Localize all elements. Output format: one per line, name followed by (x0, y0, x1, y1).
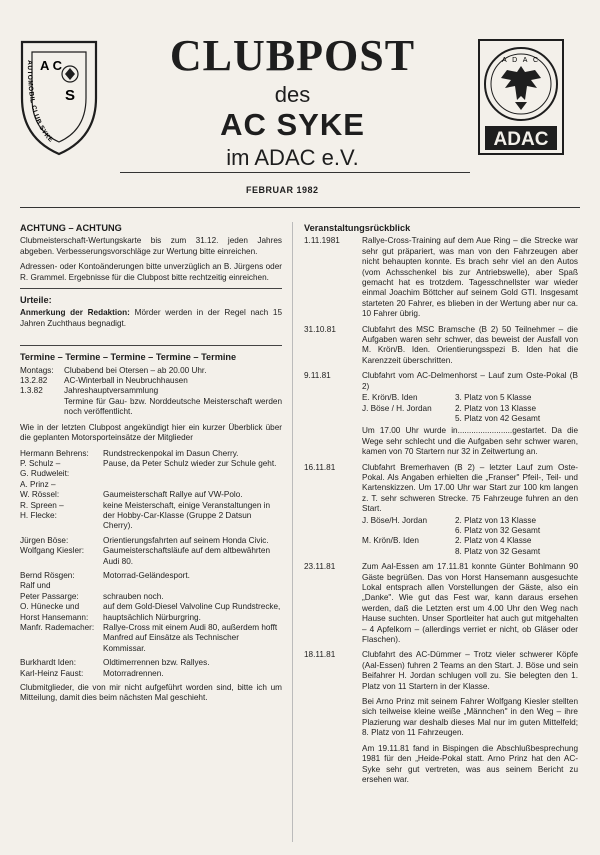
member-name: Karl-Heinz Faust: (20, 668, 84, 678)
masthead-club: AC SYKE (220, 107, 365, 142)
result-place: 2. Platz von 13 Klasse (455, 515, 537, 525)
result-row (362, 536, 578, 546)
result-row (362, 393, 578, 403)
result-team (362, 547, 455, 557)
divider (20, 345, 282, 346)
urteile-body: Mörder werden in der Regel nach 15 Jahren Zuchthaus begnadigt. (20, 308, 282, 328)
date-rule (20, 207, 580, 208)
member-plan: keine Meisterschaft, einige Veranstaltungen in der Hobby-Car-Klasse (Gruppe 2 Datsun Cherry). (103, 500, 271, 531)
event-text: Clubfahrt des AC-Dümmer – Trotz vieler schwerer Köpfe (Aal-Essen) fuhren 2 Teams an den Start. J. Böse und sein Beifahrer H. Jordan schlugen voll zu. Sie belegten den 1. Platz von 11 Startern in der Klasse. (362, 650, 578, 691)
urteile-label: Anmerkung der Redaktion: (20, 308, 130, 318)
termine-intro: Wie in der letzten Clubpost angekündigt hier ein kurzer Überblick über die geplanten Motorsporteinsätze der Mitglieder (20, 422, 282, 443)
result-team: J. Böse / H. Jordan (362, 403, 432, 413)
termine-closing: Clubmitglieder, die von mir nicht aufgeführt worden sind, bitte ich um Mitteilung, damit dies beim nächsten Mal geschieht. (20, 683, 282, 703)
result-place: 8. Platz von 32 Gesamt (455, 546, 541, 556)
achtung-paragraph-1: Clubmeisterschaft-Wertungskarte bis zum 31.12. jeden Jahres abgeben. Verbesserungsvorschläge zur Wertung bitte einreichen. (20, 236, 282, 256)
adac-text: ADAC (493, 129, 549, 150)
member-plan: Motorrad-Geländesport. (103, 570, 190, 580)
urteile-text (20, 308, 282, 329)
termine-row (20, 386, 282, 396)
masthead-rule (120, 172, 470, 173)
result-place: 3. Platz von 5 Klasse (455, 393, 532, 403)
termine-date: Montags: (20, 365, 54, 375)
member-name: Wolfgang Kiesler: (20, 546, 85, 556)
masthead (110, 32, 475, 172)
member-name: O. Hünecke und Horst Hansemann: (20, 602, 89, 622)
member-plan: Oldtimerrennen bzw. Rallyes. (103, 658, 210, 668)
result-row (362, 547, 578, 557)
event-body (362, 463, 578, 563)
event-date: 18.11.81 (304, 650, 336, 660)
termine-text: Jahreshauptversammlung (64, 386, 159, 396)
rueckblick-heading: Veranstaltungsrückblick (304, 223, 411, 233)
event-followup: Um 17.00 Uhr wurde in........................gestartet. Da die Wege sehr schlecht und die Aufgaben sehr schwer waren, kamen von 70 Startern nur 32 in Zeitwertung an. (362, 426, 578, 457)
right-column (304, 223, 578, 790)
member-name: Hermann Behrens: (20, 448, 89, 458)
termine-heading: Termine – Termine – Termine – Termine – Termine (20, 352, 237, 363)
member-row (20, 581, 282, 602)
result-place: 2. Platz von 13 Klasse (455, 403, 537, 413)
member-plan: auf dem Gold-Diesel Valvoline Cup Rundstrecke, hauptsächlich Nürburgring. (103, 602, 281, 622)
member-row (20, 480, 282, 501)
member-name: Ralf und Peter Passarge: (20, 581, 79, 601)
member-row (20, 546, 282, 567)
member-name: Burkhardt Iden: (20, 658, 76, 668)
result-row (362, 414, 578, 424)
column-divider (292, 222, 293, 842)
member-name: Bernd Rösgen: (20, 570, 75, 580)
logo-ring-text: AUTOMOBIL CLUB SYKE (25, 60, 55, 145)
event-date: 16.11.81 (304, 462, 336, 472)
event-text: Clubfahrt des MSC Bramsche (B 2) 50 Teilnehmer – die Aufgaben waren sehr schwer, das beweist der Ausfall von M. Krön/B. Iden. Orientierungsspezi B. Iden hat die Karenzzeit überschritten. (362, 324, 578, 365)
adac-badge-letters: A D A C (501, 57, 541, 64)
result-place: 6. Platz von 32 Gesamt (455, 525, 541, 535)
prinz-paragraph: Bei Arno Prinz mit seinem Fahrer Wolfgang Kiesler stellten sich teilweise kleine weiße „Männchen" in den Weg – ihre Plazierung war deshalb dieses Mal nur im guten Mittelfeld; 8. Platz von 11 Fahrzeugen. (362, 697, 578, 738)
result-place: 2. Platz von 4 Klasse (455, 536, 532, 546)
achtung-heading: ACHTUNG – ACHTUNG (20, 223, 122, 233)
left-column (20, 223, 282, 709)
member-row (20, 602, 282, 623)
result-team (362, 414, 455, 424)
masthead-title: CLUBPOST (169, 31, 416, 80)
member-name: Manfr. Rademacher: (20, 623, 95, 632)
logo-letter-s: S (64, 87, 76, 104)
event-date: 31.10.81 (304, 324, 336, 334)
issue-date: FEBRUAR 1982 (246, 185, 319, 195)
member-plan: Gaumeisterschaft Rallye auf VW-Polo. (103, 489, 243, 499)
event-date: 1.11.1981 (304, 236, 340, 246)
member-plan: schrauben noch. (103, 591, 164, 601)
result-row (362, 516, 578, 526)
member-plan: Motorradrennen. (103, 668, 164, 678)
member-row (20, 571, 282, 581)
member-row (20, 536, 282, 546)
event-date: 23.11.81 (304, 562, 336, 572)
member-name: A. Prinz – W. Rössel: (20, 479, 60, 500)
final-paragraph: Am 19.11.81 fand in Bispingen die Abschlußbesprechung 1981 für den „Heide-Pokal statt. Arno Prinz hat den AC-Syke sehr gut vertreten, was aus seinem Bericht zu ersehen war. (362, 743, 578, 784)
result-row (362, 404, 578, 414)
result-team (362, 526, 455, 536)
member-row (20, 623, 282, 654)
member-name: R. Spreen – H. Flecke: (20, 500, 64, 520)
member-name: Jürgen Böse: (20, 535, 69, 545)
member-row (20, 501, 282, 532)
result-team: E. Krön/B. Iden (362, 393, 418, 403)
event-text: Clubfahrt vom AC-Delmenhorst – Lauf zum Oste-Pokal (B 2) (362, 371, 578, 391)
member-plan: Rundstreckenpokal im Dasun Cherry. (103, 448, 239, 458)
member-plan: Pause, da Peter Schulz wieder zur Schule geht. (103, 458, 277, 468)
member-row (20, 459, 282, 480)
event-date: 9.11.81 (304, 371, 331, 381)
achtung-paragraph-2: Adressen- oder Kontoänderungen bitte unverzüglich an B. Jürgens oder R. Grammel. Ergebnisse für die Clubpost bitte rechtzeitig einreichen. (20, 262, 282, 282)
result-team: M. Krön/B. Iden (362, 536, 419, 546)
termine-row (20, 376, 282, 386)
member-row (20, 658, 282, 668)
member-name: P. Schulz – G. Rudweleit: (20, 458, 70, 479)
logo-letters-ac: A C (40, 58, 62, 73)
member-plan: Orientierungsfahrten auf seinem Honda Civic. (103, 535, 269, 545)
masthead-adac: im ADAC e.V. (226, 145, 359, 170)
result-row (362, 526, 578, 536)
event-entry (304, 371, 578, 462)
termine-date: 1.3.82 (20, 386, 43, 396)
termine-row (20, 366, 282, 376)
ac-syke-logo (18, 38, 100, 158)
member-plan: Rallye-Cross mit einem Audi 80, außerdem hofft Manfred auf Einsätze als Technischer Kommissar. (103, 623, 278, 653)
adac-logo (477, 38, 565, 156)
member-row (20, 449, 282, 459)
event-text: Rallye-Cross-Training auf dem Aue Ring – die Strecke war sehr gut präpariert, was man von den Fahrzeugen aber nicht behaupten konnte. Es brach sehr viel an den Autos (vom Achsschenkel bis zur Antriebswelle), aber Spaß gemacht hat es trotzdem. Tagesschnellster war wieder einmal Joachim Böttcher auf seinem Gold GTI. Insgesamt starteten 20 Fahrer, es blieben in der Wertung aber nur ca. 10 Fahrer übrig. (362, 236, 578, 319)
result-place: 5. Platz von 42 Gesamt (455, 413, 541, 423)
event-entry (304, 236, 578, 324)
urteile-heading: Urteile: (20, 295, 52, 306)
termine-text: AC-Winterball in Neubruchhausen (64, 376, 188, 386)
result-team: J. Böse/H. Jordan (362, 515, 428, 525)
divider (20, 288, 282, 289)
event-entry (304, 463, 578, 563)
termine-date: 13.2.82 (20, 376, 48, 386)
event-entry (304, 562, 578, 650)
event-body (362, 371, 578, 462)
termine-note: Termine für Gau- bzw. Norddeutsche Meisterschaft werden noch veröffentlicht. (64, 396, 282, 417)
event-entry (304, 650, 578, 697)
event-text: Clubfahrt Bremerhaven (B 2) – letzter Lauf zum Oste-Pokal. Als Angaben erhielten die „Franser" Pfeil-, Teil- und Kartenskizzen. Um 17.00 Uhr war Start zur 100 km langen z. T. sehr schweren Strecke. 75 Fahrzeuge fuhren an den Start. (362, 462, 578, 514)
member-row (20, 669, 282, 679)
member-plan: Gaumeisterschaftsläufe auf dem altbewährten Audi 80. (103, 546, 271, 566)
event-text: Zum Aal-Essen am 17.11.81 konnte Günter Bohlmann 90 Gäste begrüßen. Das von Horst Hansemann ausgesuchte Lokal entsprach allen Vorstellungen der Gäste, also ein „Danke". Wie gut das Fest war, kann daraus ersehen werden, daß die Letzten erst um 4.00 Uhr den Weg nach Hause suchten. Unser Sportleiter hat auch gut mitgehalten – 4 Apfelkorn – (allerdings verriet er nicht, ob Gläser oder Flaschen). (362, 562, 578, 645)
masthead-des: des (274, 82, 311, 107)
event-entry (304, 325, 578, 372)
termine-text: Clubabend bei Otersen – ab 20.00 Uhr. (64, 365, 207, 375)
